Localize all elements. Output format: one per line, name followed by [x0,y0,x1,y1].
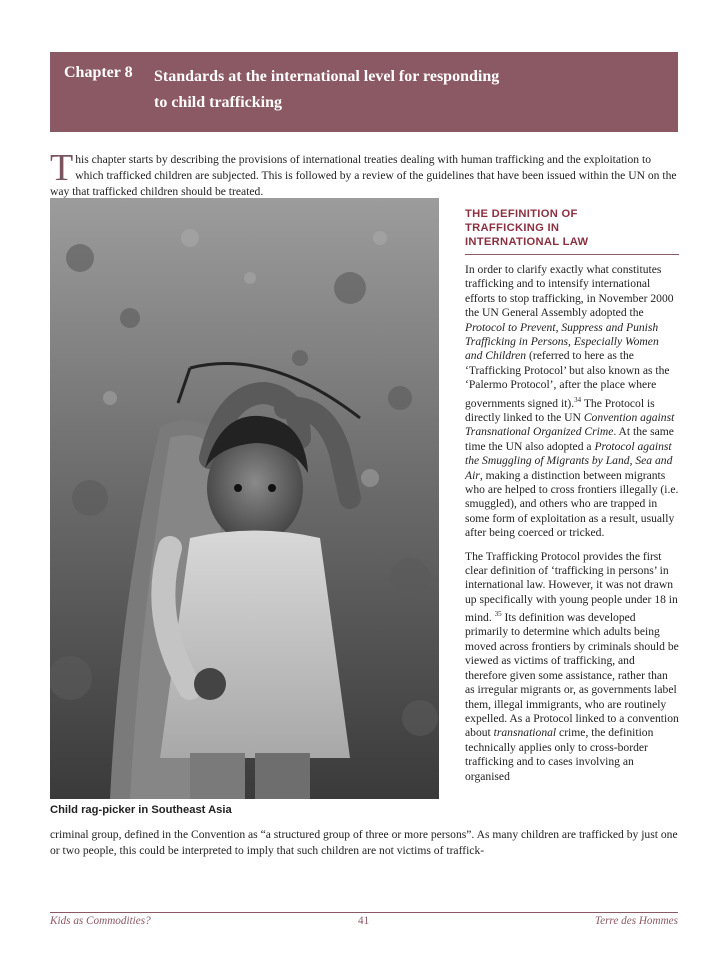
footer-organization: Terre des Hommes [594,915,678,927]
p1-convention-title: Convention against Transnational Organized Crime [465,410,675,439]
footer-rule [50,912,678,913]
chapter-title [154,64,654,116]
p1-smuggling-protocol-title: Protocol against the Smuggling of Migrants by Land, Sea and Air [465,439,673,482]
section-heading-line2: TRAFFICKING IN [465,222,560,234]
section-heading-line3: INTERNATIONAL LAW [465,236,589,248]
continuation-paragraph: criminal group, defined in the Convention as “a structured group of three or more persons”. As many children are trafficked by just one or two people, this could be interpreted to imply that such children are not victims of traffick- [50,828,678,857]
p2-transnational: transnational [493,726,557,740]
chapter-title-line1: Standards at the international level for responding [154,68,500,85]
right-column [465,207,679,784]
heading-rule [465,254,679,255]
paragraph-2 [465,550,679,784]
drop-cap: T [50,147,74,189]
photo-illustration [50,198,439,799]
p2-text-d: crime, the definition technically applies only to cross-border trafficking and to cases involving an organised [465,726,654,783]
p1-text-a: In order to clarify exactly what constitutes trafficking and to intensify international efforts to stop trafficking, in November 2000 the UN General Assembly adopted the [465,263,674,320]
paragraph-1 [465,263,679,541]
p2-text-b: Its definition was developed primarily to determine which adults being moved across frontiers by criminals should be viewed as victims of trafficking, and therefore given some assistance, rather than as irregular migrants or, as governments label them, illegal immigrants, who are routinely expelled. As a Protocol linked to a convention about [465,611,679,740]
p1-text-c: (referred to here as the ‘Trafficking Protocol’ but also known as the ‘Palermo Protocol’, after the place where governments signed it). [465,349,670,410]
intro-paragraph [50,147,680,200]
chapter-banner [50,52,678,132]
page-number: 41 [358,915,370,927]
footnote-35: 35 [494,610,502,619]
p1-text-h: , making a distinction between migrants who are helped to cross frontiers illegally (i.e. smuggled), and others who are trapped in some form of exploitation as a result, usually after being coerced or tricked. [465,468,679,540]
footer-publication: Kids as Commodities? [50,915,151,927]
p1-text-d: The Protocol is directly linked to the UN [465,396,655,424]
intro-text: his chapter starts by describing the provisions of international treaties dealing with human trafficking and the exploitation to which trafficked children are subjected. This is followed by a review of the guidelines that have been issued within the UN on the way that trafficked children should be treated. [50,153,677,198]
section-heading [465,207,679,249]
p2-text-a: The Trafficking Protocol provides the first clear definition of ‘trafficking in persons’ in international law. However, it was not drawn up specifically with young people under 18 in mind. [465,549,678,625]
section-heading-line1: THE DEFINITION OF [465,208,578,220]
p1-protocol-title: Protocol to Prevent, Suppress and Punish Trafficking in Persons, Especially Women and Children [465,320,659,363]
photo-caption: Child rag-picker in Southeast Asia [50,804,232,816]
chapter-title-line2: to child trafficking [154,94,282,111]
chapter-number: Chapter 8 [64,64,133,81]
footnote-34: 34 [574,395,582,404]
child-photo [50,198,439,799]
p1-text-f: . At the same time the UN also adopted a [465,425,674,453]
